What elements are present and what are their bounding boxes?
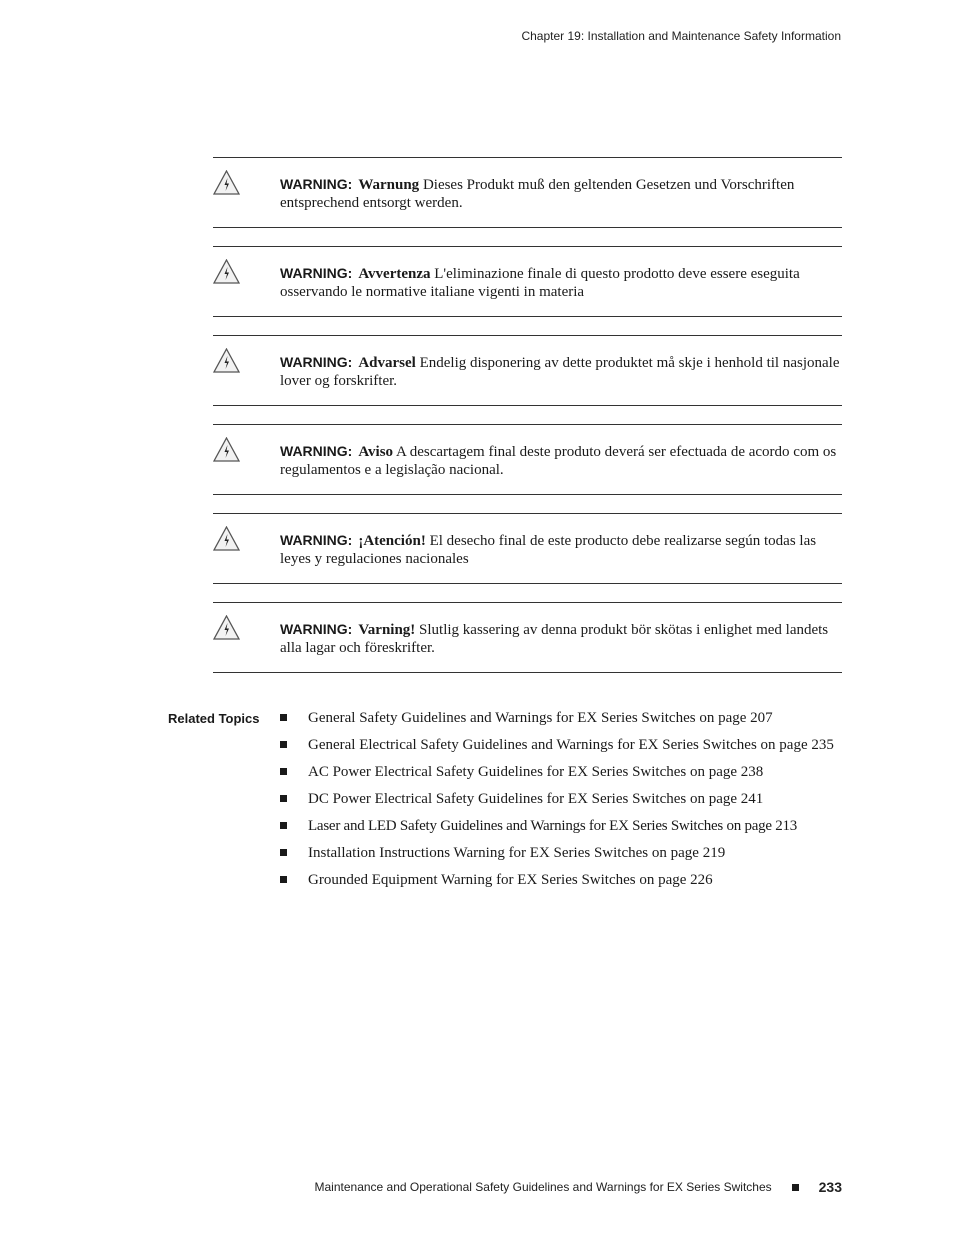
warning-text [280, 620, 842, 657]
bullet-icon [280, 876, 287, 883]
warning-body: Slutlig kassering av denna produkt bör skötas i enlighet med landets alla lagar och föreskrifter. [280, 622, 829, 656]
warning-body: Endelig disponering av dette produktet må skje i henhold til nasjonale lover og forskrifter. [280, 355, 840, 389]
warning-text [280, 175, 842, 212]
bullet-icon [280, 768, 287, 775]
running-header: Chapter 19: Installation and Maintenance Safety Information [521, 29, 841, 43]
warning-prefix: WARNING: [280, 176, 353, 192]
bullet-icon [280, 849, 287, 856]
related-topic-text: Grounded Equipment Warning for EX Series Switches on page 226 [308, 872, 713, 888]
electrical-hazard-icon [213, 170, 240, 195]
warning-term: ¡Atención! [358, 533, 426, 549]
bullet-icon [280, 822, 287, 829]
warning-block [213, 602, 842, 673]
footer-separator-icon [792, 1184, 799, 1191]
bullet-icon [280, 795, 287, 802]
warning-body: Dieses Produkt muß den geltenden Gesetzen und Vorschriften entsprechend entsorgt werden. [280, 177, 795, 211]
related-topics-list [280, 709, 845, 898]
related-topic-text: General Safety Guidelines and Warnings for EX Series Switches on page 207 [308, 710, 773, 726]
bullet-icon [280, 741, 287, 748]
electrical-hazard-icon [213, 437, 240, 462]
electrical-hazard-icon [213, 615, 240, 640]
electrical-hazard-icon [213, 259, 240, 284]
warning-prefix: WARNING: [280, 621, 353, 637]
warning-term: Aviso [358, 444, 394, 460]
related-topic-text: Laser and LED Safety Guidelines and Warnings for EX Series Switches on page 213 [308, 818, 798, 834]
page-footer [315, 1179, 843, 1195]
footer-book-title: Maintenance and Operational Safety Guidelines and Warnings for EX Series Switches [314, 1180, 772, 1194]
warning-prefix: WARNING: [280, 265, 353, 281]
warning-prefix: WARNING: [280, 532, 353, 548]
related-topic-link[interactable] [280, 763, 845, 781]
warning-block [213, 513, 842, 584]
warning-body: A descartagem final deste produto deverá ser efectuada de acordo com os regulamentos e a legislação nacional. [280, 444, 837, 478]
related-topic-link[interactable] [280, 817, 845, 835]
related-topic-text: DC Power Electrical Safety Guidelines for EX Series Switches on page 241 [308, 791, 764, 807]
warning-body: L'eliminazione finale di questo prodotto deve essere eseguita osservando le normative italiane vigenti in materia [280, 266, 800, 300]
related-topic-text: General Electrical Safety Guidelines and Warnings for EX Series Switches on page 235 [308, 737, 834, 753]
warnings-section [213, 157, 842, 691]
related-topic-link[interactable] [280, 790, 845, 808]
warning-term: Varning! [358, 622, 416, 638]
warning-block [213, 157, 842, 228]
bullet-icon [280, 714, 287, 721]
warning-text [280, 442, 842, 479]
related-topics-label: Related Topics [168, 711, 260, 726]
warning-text [280, 264, 842, 301]
warning-term: Avvertenza [358, 266, 431, 282]
warning-prefix: WARNING: [280, 354, 353, 370]
electrical-hazard-icon [213, 348, 240, 373]
warning-term: Warnung [358, 177, 420, 193]
warning-text [280, 353, 842, 390]
warning-body: El desecho final de este producto debe realizarse según todas las leyes y regulaciones nacionales [280, 533, 817, 567]
warning-prefix: WARNING: [280, 443, 353, 459]
related-topic-text: AC Power Electrical Safety Guidelines for EX Series Switches on page 238 [308, 764, 764, 780]
related-topic-link[interactable] [280, 844, 845, 862]
related-topic-link[interactable] [280, 871, 845, 889]
page-number: 233 [818, 1179, 842, 1195]
related-topic-link[interactable] [280, 736, 845, 754]
warning-block [213, 424, 842, 495]
warning-block [213, 246, 842, 317]
warning-block [213, 335, 842, 406]
warning-text [280, 531, 842, 568]
warning-term: Advarsel [358, 355, 416, 371]
related-topic-link[interactable] [280, 709, 845, 727]
related-topic-text: Installation Instructions Warning for EX Series Switches on page 219 [308, 845, 726, 861]
electrical-hazard-icon [213, 526, 240, 551]
